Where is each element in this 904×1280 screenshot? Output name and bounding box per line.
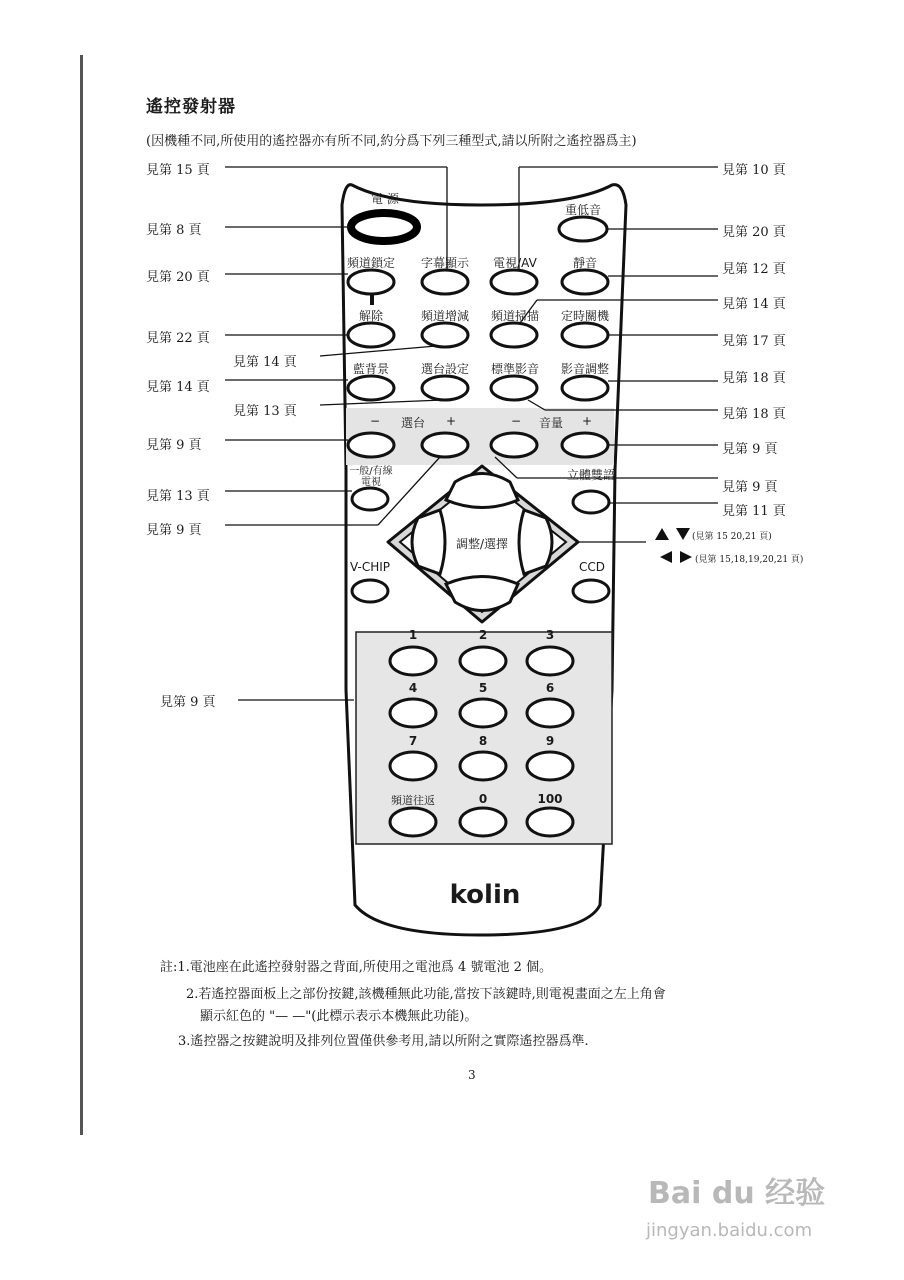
baidu-watermark-logo: Bai du 经验: [648, 1176, 826, 1211]
channel-label: 選台: [400, 416, 425, 430]
digit-6-button[interactable]: [527, 699, 573, 727]
sleep-timer-label: 定時關機: [560, 309, 609, 323]
page-title: 遙控發射器: [146, 97, 236, 117]
release-marker: [370, 293, 374, 305]
power-label: 電 源: [371, 192, 399, 206]
digit-9-label: 9: [545, 734, 555, 748]
channel-add-label: 頻道增減: [420, 309, 469, 323]
ccd-label: CCD: [579, 560, 605, 574]
stereo-button[interactable]: [573, 491, 609, 513]
recall-label: 頻道往返: [391, 794, 435, 807]
channel-setup-label: 選台設定: [420, 362, 469, 376]
digit-100-label: 100: [537, 792, 563, 806]
channel-up-button[interactable]: [422, 433, 468, 457]
ref-right-6: 見第 18 頁: [722, 371, 786, 386]
down-arrow-icon: [676, 528, 690, 540]
subtitle-button[interactable]: [422, 270, 468, 294]
right-arrow-icon: [680, 551, 692, 563]
ref-left-11: 見第 9 頁: [160, 695, 216, 710]
ref-left-1: 見第 15 頁: [146, 163, 210, 178]
channel-lock-label: 頻道鎖定: [346, 256, 395, 270]
arrow-leftright-ref: (見第 15,18,19,20,21 頁): [695, 555, 804, 565]
sleep-timer-button[interactable]: [562, 323, 608, 347]
vchip-button[interactable]: [352, 580, 388, 602]
digit-9-button[interactable]: [527, 752, 573, 780]
note-2a: 2.若遙控器面板上之部份按鍵,該機種無此功能,當按下該鍵時,則電視畫面之左上角會: [186, 987, 666, 1002]
adjust-label: 調整/選擇: [455, 537, 509, 551]
digit-3-button[interactable]: [527, 647, 573, 675]
note-1: 註:1.電池座在此遙控發射器之背面,所使用之電池爲 4 號電池 2 個。: [160, 960, 552, 975]
arrow-updown-ref: (見第 15 20,21 頁): [692, 532, 772, 542]
standard-av-button[interactable]: [491, 376, 537, 400]
tv-av-button[interactable]: [491, 270, 537, 294]
digit-5-button[interactable]: [460, 699, 506, 727]
channel-down-button[interactable]: [348, 433, 394, 457]
tv-av-label: 電視/AV: [493, 256, 537, 270]
digit-1-button[interactable]: [390, 647, 436, 675]
cable-tv-button[interactable]: [352, 488, 388, 510]
channel-scan-label: 頻道掃描: [490, 309, 539, 323]
ref-right-9: 見第 9 頁: [722, 480, 778, 495]
ref-left-5: 見第 14 頁: [233, 355, 297, 370]
brand-logo: kolin: [449, 880, 521, 910]
channel-add-button[interactable]: [422, 323, 468, 347]
up-arrow-icon: [655, 528, 669, 540]
av-adjust-button[interactable]: [562, 376, 608, 400]
ref-left-8: 見第 9 頁: [146, 438, 202, 453]
ref-left-10: 見第 9 頁: [146, 523, 202, 538]
left-arrow-icon: [660, 551, 672, 563]
ref-left-6: 見第 14 頁: [146, 380, 210, 395]
bass-button[interactable]: [559, 217, 607, 241]
ref-right-7: 見第 18 頁: [722, 407, 786, 422]
page-subtitle: (因機種不同,所使用的遙控器亦有所不同,約分爲下列三種型式,請以所附之遙控器爲主): [146, 134, 637, 149]
ref-right-2: 見第 20 頁: [722, 225, 786, 240]
standard-av-label: 標準影音: [490, 362, 539, 376]
recall-button[interactable]: [390, 808, 436, 836]
digit-7-button[interactable]: [390, 752, 436, 780]
ref-right-3: 見第 12 頁: [722, 262, 786, 277]
baidu-watermark-url: jingyan.baidu.com: [646, 1220, 813, 1241]
note-3: 3.遙控器之按鍵說明及排列位置僅供參考用,請以所附之實際遙控器爲準.: [178, 1034, 589, 1049]
digit-6-label: 6: [545, 681, 555, 695]
stereo-label: 立體雙語: [566, 468, 615, 482]
note-2b: 顯示紅色的 "— —"(此標示表示本機無此功能)。: [200, 1009, 478, 1024]
digit-5-label: 5: [478, 681, 488, 695]
channel-minus-label: −: [369, 414, 381, 428]
digit-4-label: 4: [408, 681, 418, 695]
digit-2-button[interactable]: [460, 647, 506, 675]
volume-minus-label: −: [510, 414, 522, 428]
digit-3-label: 3: [545, 628, 555, 642]
release-button[interactable]: [348, 323, 394, 347]
ref-left-2: 見第 8 頁: [146, 223, 202, 238]
tv-label: 電視: [361, 477, 381, 488]
ref-left-4: 見第 22 頁: [146, 331, 210, 346]
channel-plus-label: +: [445, 414, 457, 428]
arrow-glyphs: [655, 528, 692, 563]
release-label: 解除: [358, 309, 383, 323]
bass-label: 重低音: [564, 203, 601, 217]
digit-7-label: 7: [408, 734, 418, 748]
digit-0-button[interactable]: [460, 808, 506, 836]
digit-4-button[interactable]: [390, 699, 436, 727]
ref-left-7: 見第 13 頁: [233, 404, 297, 419]
ref-right-4: 見第 14 頁: [722, 297, 786, 312]
ref-right-8: 見第 9 頁: [722, 442, 778, 457]
volume-down-button[interactable]: [491, 433, 537, 457]
ref-left-3: 見第 20 頁: [146, 270, 210, 285]
channel-scan-button[interactable]: [491, 323, 537, 347]
digit-100-button[interactable]: [527, 808, 573, 836]
volume-up-button[interactable]: [562, 433, 608, 457]
ref-left-9: 見第 13 頁: [146, 489, 210, 504]
ref-right-1: 見第 10 頁: [722, 163, 786, 178]
volume-plus-label: +: [581, 414, 593, 428]
mute-label: 靜音: [572, 256, 597, 270]
av-adjust-label: 影音調整: [560, 362, 609, 376]
channel-setup-button[interactable]: [422, 376, 468, 400]
digit-1-label: 1: [408, 628, 418, 642]
digit-8-label: 8: [478, 734, 488, 748]
general-cable-label: 一般/有線: [349, 466, 393, 477]
blue-bg-button[interactable]: [348, 376, 394, 400]
digit-2-label: 2: [478, 628, 488, 642]
mute-button[interactable]: [562, 270, 608, 294]
ref-right-5: 見第 17 頁: [722, 334, 786, 349]
vchip-label: V-CHIP: [349, 560, 390, 574]
ccd-button[interactable]: [573, 580, 609, 602]
digit-8-button[interactable]: [460, 752, 506, 780]
subtitle-label: 字幕顯示: [420, 256, 469, 270]
volume-label: 音量: [538, 416, 563, 430]
channel-lock-button[interactable]: [348, 270, 394, 294]
digit-0-label: 0: [478, 792, 488, 806]
blue-bg-label: 藍背景: [352, 362, 389, 376]
ref-right-10: 見第 11 頁: [722, 504, 786, 519]
page-number: 3: [468, 1068, 476, 1082]
